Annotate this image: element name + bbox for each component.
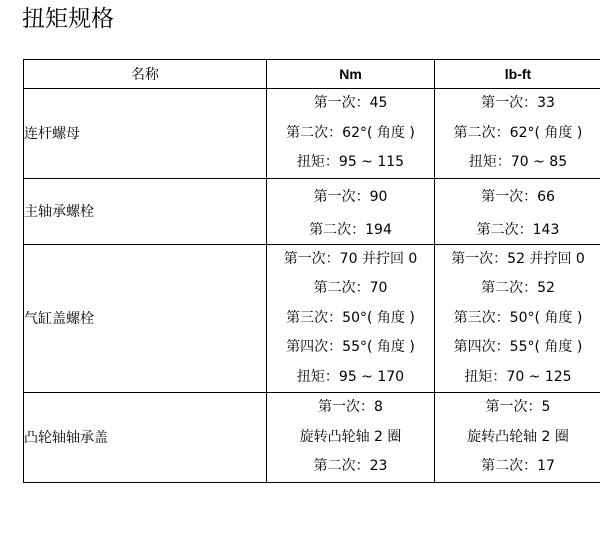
nm-value: 第一次：90 xyxy=(313,188,388,205)
nm-value: 第三次：50°( 角度 ) xyxy=(286,309,415,326)
nm-value: 旋转凸轮轴 2 圈 xyxy=(299,428,402,445)
lbft-value: 第一次：66 xyxy=(481,188,555,205)
lbft-value: 第一次：5 xyxy=(485,399,551,415)
nm-value: 第四次：55°( 角度 ) xyxy=(286,339,415,355)
row-name: 连杆螺母 xyxy=(24,89,267,179)
row-name: 凸轮轴轴承盖 xyxy=(24,393,267,483)
nm-value: 第一次：8 xyxy=(318,399,383,415)
header-lbft: lb-ft xyxy=(435,60,600,89)
lbft-value: 第三次：50°( 角度 ) xyxy=(453,309,583,326)
lbft-value: 第一次：33 xyxy=(481,95,555,111)
lbft-value: 第一次：52 并拧回 0 xyxy=(451,250,585,267)
nm-cell xyxy=(267,244,435,393)
nm-cell xyxy=(267,89,435,179)
lbft-cell xyxy=(435,244,600,393)
lbft-value: 第二次：17 xyxy=(481,458,555,474)
nm-cell xyxy=(267,178,435,244)
nm-value: 第一次：45 xyxy=(313,95,388,111)
page-title: 扭矩规格 xyxy=(22,6,114,32)
table-header-row xyxy=(24,60,600,89)
row-name: 气缸盖螺栓 xyxy=(24,244,267,393)
table-row xyxy=(24,178,600,244)
lbft-value: 扭矩：70 ~ 85 xyxy=(468,154,568,170)
nm-value: 第二次：70 xyxy=(313,280,388,296)
lbft-cell xyxy=(435,393,600,483)
table-row xyxy=(24,89,600,179)
lbft-value: 第二次：62°( 角度 ) xyxy=(453,124,583,141)
lbft-value: 扭矩：70 ~ 125 xyxy=(464,368,572,385)
table-row xyxy=(24,244,600,393)
lbft-cell xyxy=(435,178,600,244)
table-row xyxy=(24,393,600,483)
nm-value: 第一次：70 并拧回 0 xyxy=(283,250,418,267)
nm-value: 第二次：23 xyxy=(313,458,388,474)
lbft-value: 第二次：52 xyxy=(481,280,555,296)
nm-value: 扭矩：95 ~ 115 xyxy=(296,154,405,170)
lbft-cell xyxy=(435,89,600,179)
nm-value: 扭矩：95 ~ 170 xyxy=(296,368,405,385)
row-name: 主轴承螺栓 xyxy=(24,178,267,244)
lbft-value: 第二次：143 xyxy=(476,221,560,238)
lbft-value: 旋转凸轮轴 2 圈 xyxy=(467,428,569,445)
nm-value: 第二次：194 xyxy=(309,221,392,238)
nm-cell xyxy=(267,393,435,483)
nm-value: 第二次：62°( 角度 ) xyxy=(286,124,415,141)
header-nm: Nm xyxy=(267,60,435,89)
header-name: 名称 xyxy=(24,60,267,89)
lbft-value: 第四次：55°( 角度 ) xyxy=(453,339,583,355)
torque-spec-table xyxy=(23,59,600,483)
